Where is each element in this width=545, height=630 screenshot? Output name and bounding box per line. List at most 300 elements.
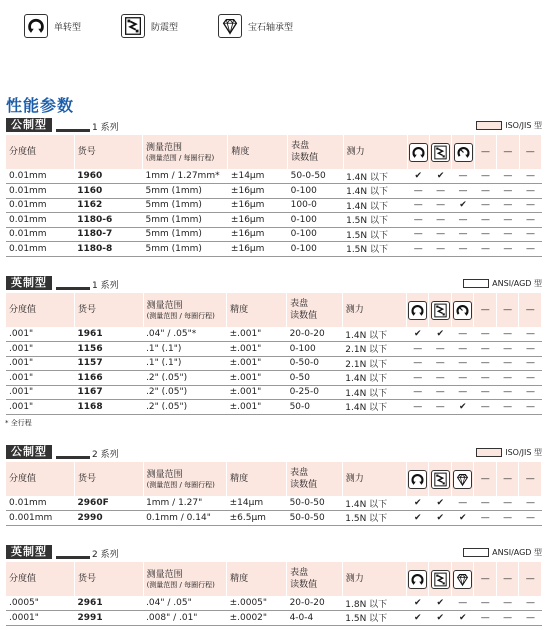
cell-accuracy: ±14μm [227, 496, 287, 511]
cell-feature-mark: — [474, 213, 496, 228]
table-row [6, 400, 542, 415]
cell-feature-mark: — [451, 342, 473, 357]
spec-section [6, 545, 542, 626]
cell-feature-mark: — [407, 356, 429, 371]
col-feature-icon [407, 462, 429, 496]
cell-feature-mark: — [519, 400, 542, 415]
cell-code: 2960F [75, 496, 144, 511]
section-header [6, 118, 542, 132]
col-dial-reading [287, 462, 343, 496]
cell-feature-mark: — [496, 400, 518, 415]
cell-dial: 100-0 [288, 198, 343, 213]
cell-range: .008" / .01" [143, 611, 227, 626]
cell-feature-mark: — [519, 169, 541, 184]
cell-feature-mark: — [519, 511, 542, 526]
table-row [6, 511, 542, 526]
spec-table [6, 293, 542, 415]
section-series: 1 系列 [92, 123, 119, 133]
cell-code: 1162 [74, 198, 142, 213]
section-rule [56, 456, 90, 459]
cell-feature-mark: — [519, 356, 542, 371]
table-row [6, 596, 542, 611]
cell-feature-mark: — [429, 213, 451, 228]
cell-code: 1160 [74, 184, 142, 199]
col-dial-reading [287, 293, 343, 327]
cell-resolution: 0.01mm [6, 169, 74, 184]
cell-feature-mark: — [496, 496, 518, 511]
col-code: 货号 [75, 562, 144, 596]
cell-feature-mark: — [497, 184, 519, 199]
cell-feature-mark: ✔ [407, 596, 429, 611]
cell-resolution: .001" [6, 327, 75, 342]
cell-force: 1.5N 以下 [343, 213, 407, 228]
section-series: 1 系列 [92, 281, 119, 291]
cell-force: 1.5N 以下 [342, 611, 406, 626]
cell-feature-mark: ✔ [407, 169, 429, 184]
cell-feature-mark: — [407, 342, 429, 357]
cell-feature-mark: — [452, 213, 474, 228]
col-force: 测力 [342, 462, 406, 496]
cell-force: 1.4N 以下 [342, 496, 406, 511]
cell-accuracy: ±.0002" [227, 611, 287, 626]
table-row [6, 213, 542, 228]
cell-range: 5mm (1mm) [143, 184, 228, 199]
cell-accuracy: ±.0005" [227, 596, 287, 611]
cell-accuracy: ±.001" [227, 356, 287, 371]
cell-force: 1.5N 以下 [343, 227, 407, 242]
cell-accuracy: ±16μm [228, 198, 288, 213]
col-blank: — [474, 135, 496, 169]
reversible-arrow-icon [408, 570, 427, 589]
cell-feature-mark: — [497, 227, 519, 242]
cell-feature-mark: — [452, 227, 474, 242]
cell-feature-mark: — [474, 327, 496, 342]
cell-feature-mark: — [407, 371, 429, 386]
col-blank: — [474, 562, 496, 596]
cell-feature-mark: — [429, 342, 451, 357]
col-code: 货号 [74, 135, 142, 169]
standard-label: ANSI/AGD 型 [492, 279, 542, 288]
cell-feature-mark: — [451, 496, 473, 511]
col-resolution: 分度值 [6, 293, 75, 327]
cell-feature-mark: — [474, 385, 496, 400]
col-feature-icon [429, 562, 451, 596]
col-range [143, 293, 227, 327]
cell-feature-mark: — [519, 198, 541, 213]
col-code: 货号 [75, 462, 144, 496]
cell-force: 1.4N 以下 [342, 371, 406, 386]
col-feature-icon [407, 293, 429, 327]
reversible-arrow-icon [409, 143, 428, 162]
dial-title: 表盘 [291, 141, 310, 151]
cell-dial: 4-0-4 [287, 611, 343, 626]
cell-code: 1166 [75, 371, 144, 386]
cell-resolution: 0.001mm [6, 511, 75, 526]
table-row [6, 242, 542, 257]
cell-resolution: .001" [6, 371, 75, 386]
cell-dial: 0-100 [288, 184, 343, 199]
cell-feature-mark: — [429, 385, 451, 400]
shockproof-icon [431, 301, 450, 320]
cell-feature-mark: — [474, 169, 496, 184]
cell-dial: 50-0-50 [287, 496, 343, 511]
spec-section [6, 118, 542, 257]
cell-force: 1.4N 以下 [342, 385, 406, 400]
cell-feature-mark: — [451, 596, 473, 611]
cell-resolution: 0.01mm [6, 227, 74, 242]
standard-indicator [463, 278, 542, 289]
cell-resolution: .001" [6, 400, 75, 415]
cell-code: 1167 [75, 385, 144, 400]
cell-feature-mark: — [474, 242, 496, 257]
cell-range: .04" / .05"* [143, 327, 227, 342]
standard-label: ANSI/AGD 型 [492, 548, 542, 557]
spec-section [6, 276, 542, 415]
reversible-arrow-icon [408, 470, 427, 489]
cell-dial: 0-50-0 [287, 356, 343, 371]
col-feature-icon [451, 293, 473, 327]
cell-feature-mark: — [429, 371, 451, 386]
cell-code: 1180-8 [74, 242, 142, 257]
col-accuracy: 精度 [228, 135, 288, 169]
col-force: 测力 [342, 293, 406, 327]
table-row [6, 169, 542, 184]
cell-feature-mark: — [429, 227, 451, 242]
cell-resolution: 0.01mm [6, 198, 74, 213]
cell-feature-mark: — [519, 496, 542, 511]
cell-feature-mark: — [474, 356, 496, 371]
cell-range: 5mm (1mm) [143, 227, 228, 242]
cell-feature-mark: — [407, 198, 429, 213]
cell-range: .2" (.05") [143, 371, 227, 386]
cell-resolution: 0.01mm [6, 213, 74, 228]
dial-title: 表盘 [290, 568, 309, 578]
col-blank: — [474, 293, 496, 327]
section-rule [56, 556, 90, 559]
table-row [6, 385, 542, 400]
col-blank: — [519, 135, 541, 169]
cell-feature-mark: — [519, 213, 541, 228]
col-feature-icon [407, 135, 429, 169]
dial-subtitle: 读数值 [290, 311, 318, 321]
cell-feature-mark: — [474, 611, 496, 626]
cell-feature-mark: — [474, 198, 496, 213]
cell-accuracy: ±.001" [227, 342, 287, 357]
reverse-needle-icon [454, 143, 473, 162]
cell-feature-mark: — [407, 213, 429, 228]
section-rule [56, 287, 90, 290]
cell-feature-mark: — [474, 184, 496, 199]
cell-feature-mark: — [474, 400, 496, 415]
cell-feature-mark: — [429, 184, 451, 199]
cell-dial: 50-0 [287, 400, 343, 415]
col-feature-icon [452, 135, 474, 169]
cell-resolution: 0.01mm [6, 496, 75, 511]
cell-resolution: .001" [6, 356, 75, 371]
range-subtitle: (测量范围 / 每圈行程) [146, 311, 215, 320]
col-feature-icon [429, 293, 451, 327]
cell-dial: 20-0-20 [287, 327, 343, 342]
cell-feature-mark: — [519, 385, 542, 400]
col-blank: — [497, 135, 519, 169]
cell-force: 1.4N 以下 [343, 184, 407, 199]
cell-resolution: .0005" [6, 596, 75, 611]
col-blank: — [496, 293, 518, 327]
col-force: 测力 [343, 135, 407, 169]
legend-item [218, 14, 293, 38]
cell-feature-mark: — [519, 227, 541, 242]
cell-code: 2961 [75, 596, 144, 611]
col-blank: — [496, 462, 518, 496]
standard-indicator [476, 447, 542, 458]
cell-feature-mark: — [474, 511, 496, 526]
cell-feature-mark: ✔ [407, 611, 429, 626]
spec-table [6, 462, 542, 526]
table-row [6, 496, 542, 511]
cell-dial: 0-100 [287, 342, 343, 357]
col-blank: — [519, 293, 542, 327]
cell-feature-mark: ✔ [451, 400, 473, 415]
col-blank: — [474, 462, 496, 496]
cell-range: .1" (.1") [143, 356, 227, 371]
cell-dial: 0-100 [288, 242, 343, 257]
cell-resolution: .0001" [6, 611, 75, 626]
section-tag: 英制型 [6, 545, 52, 559]
dial-subtitle: 读数值 [290, 580, 318, 590]
section-rule [56, 129, 90, 132]
cell-feature-mark: — [474, 342, 496, 357]
standard-label: ISO/JIS 型 [505, 121, 542, 130]
cell-accuracy: ±16μm [228, 184, 288, 199]
cell-feature-mark: — [407, 242, 429, 257]
table-header-row [6, 462, 542, 496]
cell-code: 1180-6 [74, 213, 142, 228]
cell-feature-mark: — [474, 496, 496, 511]
cell-force: 2.1N 以下 [342, 342, 406, 357]
cell-code: 2991 [75, 611, 144, 626]
cell-range: 1mm / 1.27" [143, 496, 227, 511]
shockproof-icon [431, 570, 450, 589]
section-tag: 英制型 [6, 276, 52, 290]
range-title: 测量范围 [146, 569, 183, 580]
spec-table [6, 135, 542, 257]
shockproof-icon [431, 143, 450, 162]
cell-range: .2" (.05") [143, 385, 227, 400]
cell-feature-mark: — [496, 596, 518, 611]
range-subtitle: (测量范围 / 每圈行程) [146, 580, 215, 589]
cell-resolution: .001" [6, 342, 75, 357]
col-blank: — [496, 562, 518, 596]
cell-feature-mark: — [407, 184, 429, 199]
cell-feature-mark: — [519, 184, 541, 199]
cell-feature-mark: — [519, 596, 542, 611]
section-header [6, 276, 542, 290]
cell-feature-mark: — [429, 356, 451, 371]
cell-feature-mark: — [496, 356, 518, 371]
shockproof-icon [121, 14, 145, 38]
section-tag: 公制型 [6, 118, 52, 132]
col-range [143, 135, 228, 169]
cell-feature-mark: — [451, 385, 473, 400]
cell-dial: 0-25-0 [287, 385, 343, 400]
col-feature-icon [429, 135, 451, 169]
col-dial-reading [288, 135, 343, 169]
jewel-icon [453, 470, 472, 489]
jewel-icon [218, 14, 242, 38]
reverse-needle-icon [453, 301, 472, 320]
cell-range: .1" (.1") [143, 342, 227, 357]
cell-code: 2990 [75, 511, 144, 526]
cell-feature-mark: — [519, 342, 542, 357]
cell-accuracy: ±16μm [228, 227, 288, 242]
cell-feature-mark: ✔ [429, 611, 451, 626]
table-header-row [6, 562, 542, 596]
cell-feature-mark: — [452, 242, 474, 257]
cell-feature-mark: — [497, 242, 519, 257]
table-row [6, 356, 542, 371]
cell-force: 2.1N 以下 [342, 356, 406, 371]
cell-feature-mark: — [474, 371, 496, 386]
cell-feature-mark: ✔ [429, 169, 451, 184]
cell-feature-mark: — [451, 327, 473, 342]
cell-resolution: .001" [6, 385, 75, 400]
legend-label: 宝石轴承型 [248, 22, 294, 33]
table-row [6, 198, 542, 213]
cell-feature-mark: ✔ [407, 327, 429, 342]
cell-range: 0.1mm / 0.14" [143, 511, 227, 526]
cell-feature-mark: — [429, 198, 451, 213]
cell-dial: 20-0-20 [287, 596, 343, 611]
cell-feature-mark: — [407, 400, 429, 415]
cell-range: 5mm (1mm) [143, 213, 228, 228]
cell-feature-mark: — [519, 242, 541, 257]
col-dial-reading [287, 562, 343, 596]
cell-dial: 0-100 [288, 227, 343, 242]
cell-feature-mark: — [452, 169, 474, 184]
col-feature-icon [451, 562, 473, 596]
col-resolution: 分度值 [6, 562, 75, 596]
table-row [6, 611, 542, 626]
range-title: 测量范围 [146, 300, 183, 311]
range-title: 测量范围 [146, 142, 183, 153]
cell-range: .2" (.05") [143, 400, 227, 415]
cell-feature-mark: — [474, 596, 496, 611]
cell-accuracy: ±.001" [227, 385, 287, 400]
cell-feature-mark: — [496, 385, 518, 400]
cell-feature-mark: ✔ [407, 496, 429, 511]
cell-feature-mark: — [497, 198, 519, 213]
col-resolution: 分度值 [6, 462, 75, 496]
standard-indicator [463, 547, 542, 558]
legend-label: 防震型 [151, 22, 179, 33]
col-accuracy: 精度 [227, 562, 287, 596]
table-row [6, 227, 542, 242]
standard-swatch [476, 121, 502, 130]
range-subtitle: (测量范围 / 每圈行程) [146, 153, 215, 162]
col-force: 测力 [342, 562, 406, 596]
col-feature-icon [407, 562, 429, 596]
cell-feature-mark: ✔ [429, 327, 451, 342]
col-feature-icon [451, 462, 473, 496]
cell-feature-mark: — [407, 227, 429, 242]
cell-force: 1.5N 以下 [342, 511, 406, 526]
cell-feature-mark: — [497, 213, 519, 228]
legend-label: 单转型 [54, 22, 82, 33]
cell-force: 1.5N 以下 [343, 242, 407, 257]
cell-force: 1.4N 以下 [342, 327, 406, 342]
cell-dial: 0-50 [287, 371, 343, 386]
dial-subtitle: 读数值 [290, 480, 318, 490]
cell-accuracy: ±.001" [227, 327, 287, 342]
cell-feature-mark: — [497, 169, 519, 184]
standard-swatch [463, 279, 489, 288]
standard-swatch [476, 448, 502, 457]
cell-code: 1961 [75, 327, 144, 342]
table-row [6, 342, 542, 357]
cell-code: 1960 [74, 169, 142, 184]
cell-dial: 50-0-50 [288, 169, 343, 184]
footnote: * 全行程 [5, 419, 32, 427]
cell-feature-mark: ✔ [429, 596, 451, 611]
cell-force: 1.4N 以下 [343, 169, 407, 184]
col-accuracy: 精度 [227, 462, 287, 496]
spec-section [6, 445, 542, 526]
cell-dial: 0-100 [288, 213, 343, 228]
cell-code: 1168 [75, 400, 144, 415]
legend-item [121, 14, 178, 38]
cell-resolution: 0.01mm [6, 242, 74, 257]
reversible-arrow-icon [24, 14, 48, 38]
section-header [6, 545, 542, 559]
shockproof-icon [431, 470, 450, 489]
cell-feature-mark: — [496, 342, 518, 357]
standard-label: ISO/JIS 型 [505, 448, 542, 457]
cell-range: 5mm (1mm) [143, 242, 228, 257]
standard-swatch [463, 548, 489, 557]
cell-feature-mark: ✔ [407, 511, 429, 526]
page-title: 性能参数 [6, 96, 75, 115]
jewel-icon [453, 570, 472, 589]
col-blank: — [519, 562, 542, 596]
col-resolution: 分度值 [6, 135, 74, 169]
col-range [143, 562, 227, 596]
table-header-row [6, 293, 542, 327]
cell-feature-mark: — [496, 371, 518, 386]
table-row [6, 371, 542, 386]
cell-feature-mark: — [496, 327, 518, 342]
section-tag: 公制型 [6, 445, 52, 459]
cell-feature-mark: — [474, 227, 496, 242]
cell-feature-mark: ✔ [429, 496, 451, 511]
range-subtitle: (测量范围 / 每圈行程) [146, 480, 215, 489]
col-blank: — [519, 462, 542, 496]
legend-item [24, 14, 81, 38]
cell-dial: 50-0-50 [287, 511, 343, 526]
col-feature-icon [429, 462, 451, 496]
cell-accuracy: ±6.5μm [227, 511, 287, 526]
cell-feature-mark: ✔ [451, 611, 473, 626]
cell-feature-mark: — [496, 611, 518, 626]
section-header [6, 445, 542, 459]
cell-resolution: 0.01mm [6, 184, 74, 199]
cell-force: 1.4N 以下 [342, 400, 406, 415]
table-row [6, 184, 542, 199]
section-series: 2 系列 [92, 450, 119, 460]
dial-title: 表盘 [290, 468, 309, 478]
cell-range: 1mm / 1.27mm* [143, 169, 228, 184]
cell-accuracy: ±.001" [227, 400, 287, 415]
cell-feature-mark: — [451, 356, 473, 371]
